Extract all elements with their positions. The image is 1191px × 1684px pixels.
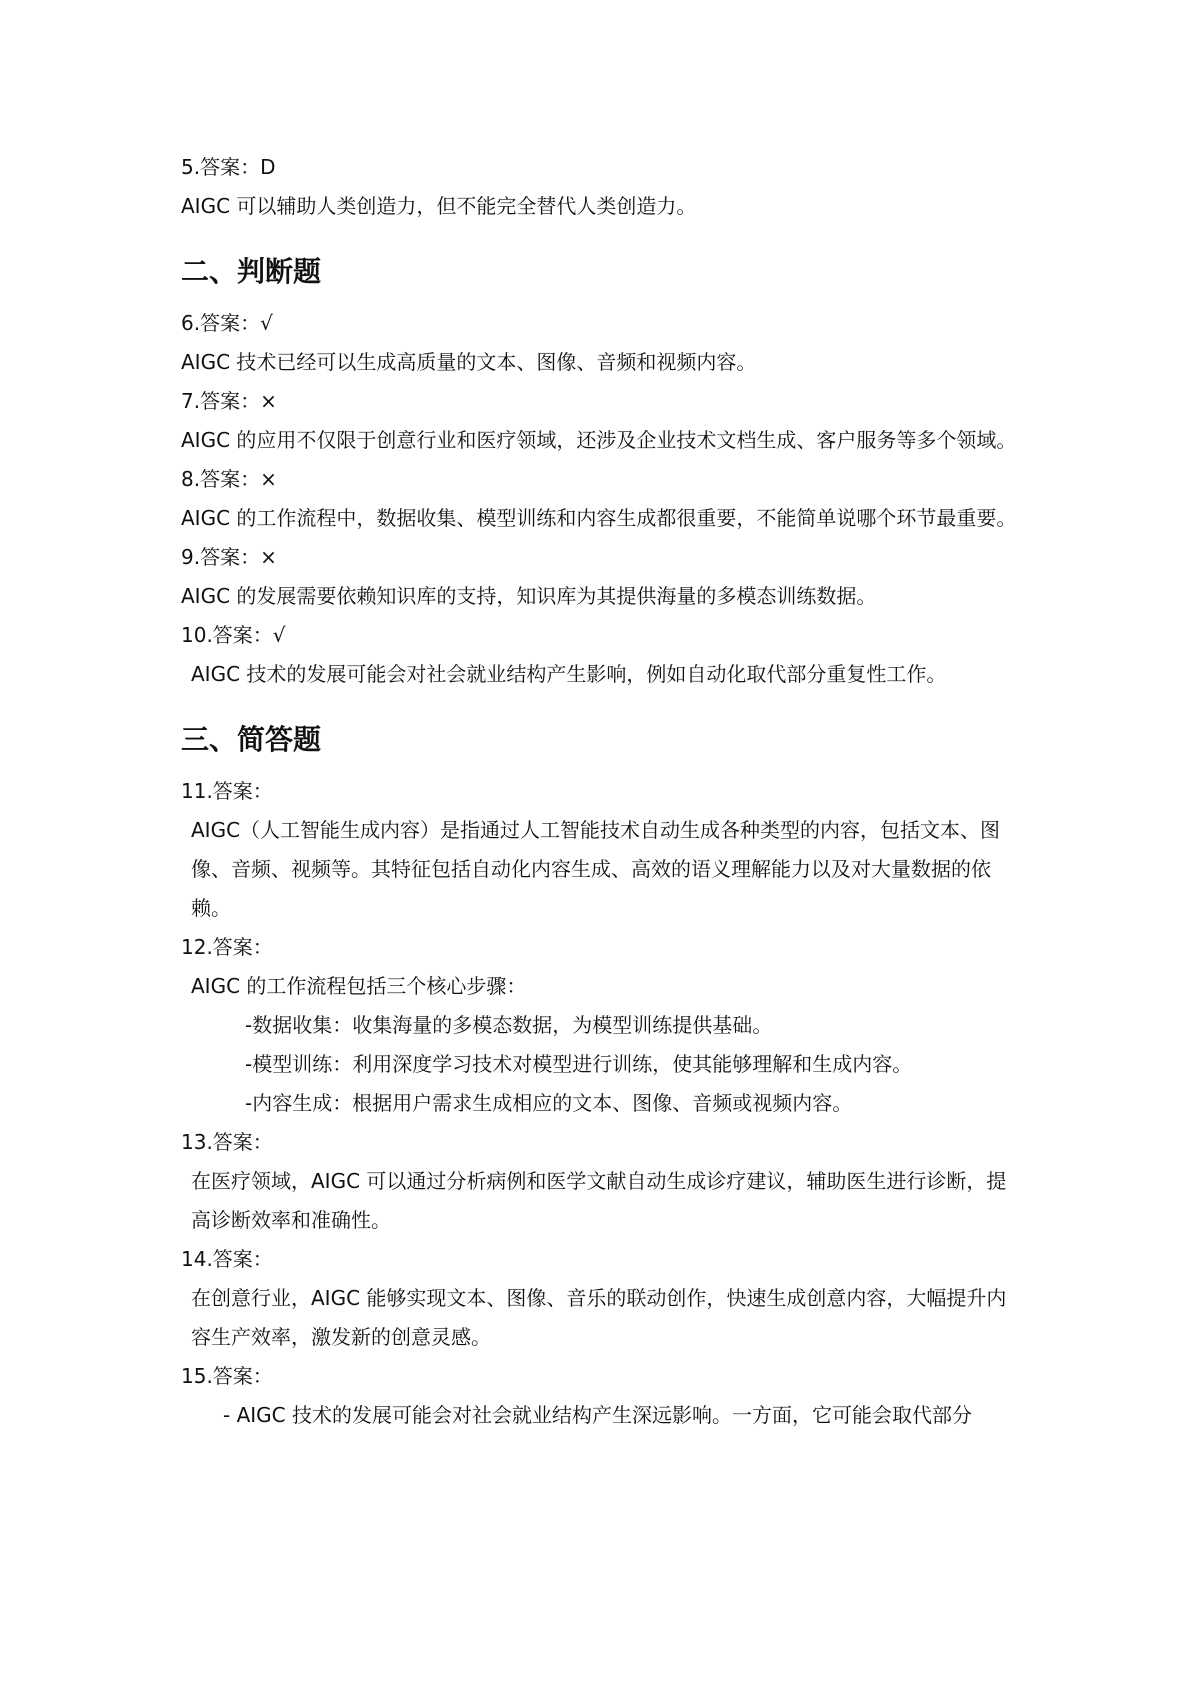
answer-label-7: 7.答案：× bbox=[181, 389, 277, 413]
answer-intro-12: AIGC 的工作流程包括三个核心步骤： bbox=[191, 974, 527, 998]
answer-label-14: 14.答案： bbox=[181, 1247, 273, 1271]
section-heading-judgment: 二、判断题 bbox=[181, 255, 322, 288]
answer-label-15: 15.答案： bbox=[181, 1364, 273, 1388]
answer-text-5: AIGC 可以辅助人类创造力，但不能完全替代人类创造力。 bbox=[181, 194, 697, 218]
section-heading-short-answer: 三、简答题 bbox=[181, 723, 322, 756]
answer-text-11: AIGC（人工智能生成内容）是指通过人工智能技术自动生成各种类型的内容，包括文本、图像、音频、视频等。其特征包括自动化内容生成、高效的语义理解能力以及对大量数据的依赖。 bbox=[191, 818, 1001, 920]
answer-label-13: 13.答案： bbox=[181, 1130, 273, 1154]
workflow-step: -模型训练：利用深度学习技术对模型进行训练，使其能够理解和生成内容。 bbox=[245, 1052, 913, 1076]
answer-text-13: 在医疗领域，AIGC 可以通过分析病例和医学文献自动生成诊疗建议，辅助医生进行诊断，提高诊断效率和准确性。 bbox=[191, 1169, 1007, 1232]
answer-text-8: AIGC 的工作流程中，数据收集、模型训练和内容生成都很重要，不能简单说哪个环节最重要。 bbox=[181, 506, 1017, 530]
document-content bbox=[181, 148, 1021, 1435]
answer-label-9: 9.答案：× bbox=[181, 545, 277, 569]
answer-label-10: 10.答案：√ bbox=[181, 623, 286, 647]
answer-text-6: AIGC 技术已经可以生成高质量的文本、图像、音频和视频内容。 bbox=[181, 350, 757, 374]
answer-text-14: 在创意行业，AIGC 能够实现文本、图像、音乐的联动创作，快速生成创意内容，大幅提升内容生产效率，激发新的创意灵感。 bbox=[191, 1286, 1007, 1349]
workflow-step: -内容生成：根据用户需求生成相应的文本、图像、音频或视频内容。 bbox=[245, 1091, 853, 1115]
answer-text-9: AIGC 的发展需要依赖知识库的支持，知识库为其提供海量的多模态训练数据。 bbox=[181, 584, 877, 608]
answer-text-10: AIGC 技术的发展可能会对社会就业结构产生影响，例如自动化取代部分重复性工作。 bbox=[191, 662, 947, 686]
answer-label-5: 5.答案：D bbox=[181, 155, 276, 179]
answer-label-12: 12.答案： bbox=[181, 935, 273, 959]
answer-text-15: - AIGC 技术的发展可能会对社会就业结构产生深远影响。一方面，它可能会取代部分 bbox=[223, 1403, 972, 1427]
answer-label-6: 6.答案：√ bbox=[181, 311, 273, 335]
answer-text-7: AIGC 的应用不仅限于创意行业和医疗领域，还涉及企业技术文档生成、客户服务等多个领域。 bbox=[181, 428, 1017, 452]
answer-label-11: 11.答案： bbox=[181, 779, 273, 803]
workflow-step: -数据收集：收集海量的多模态数据，为模型训练提供基础。 bbox=[245, 1013, 773, 1037]
answer-label-8: 8.答案：× bbox=[181, 467, 277, 491]
